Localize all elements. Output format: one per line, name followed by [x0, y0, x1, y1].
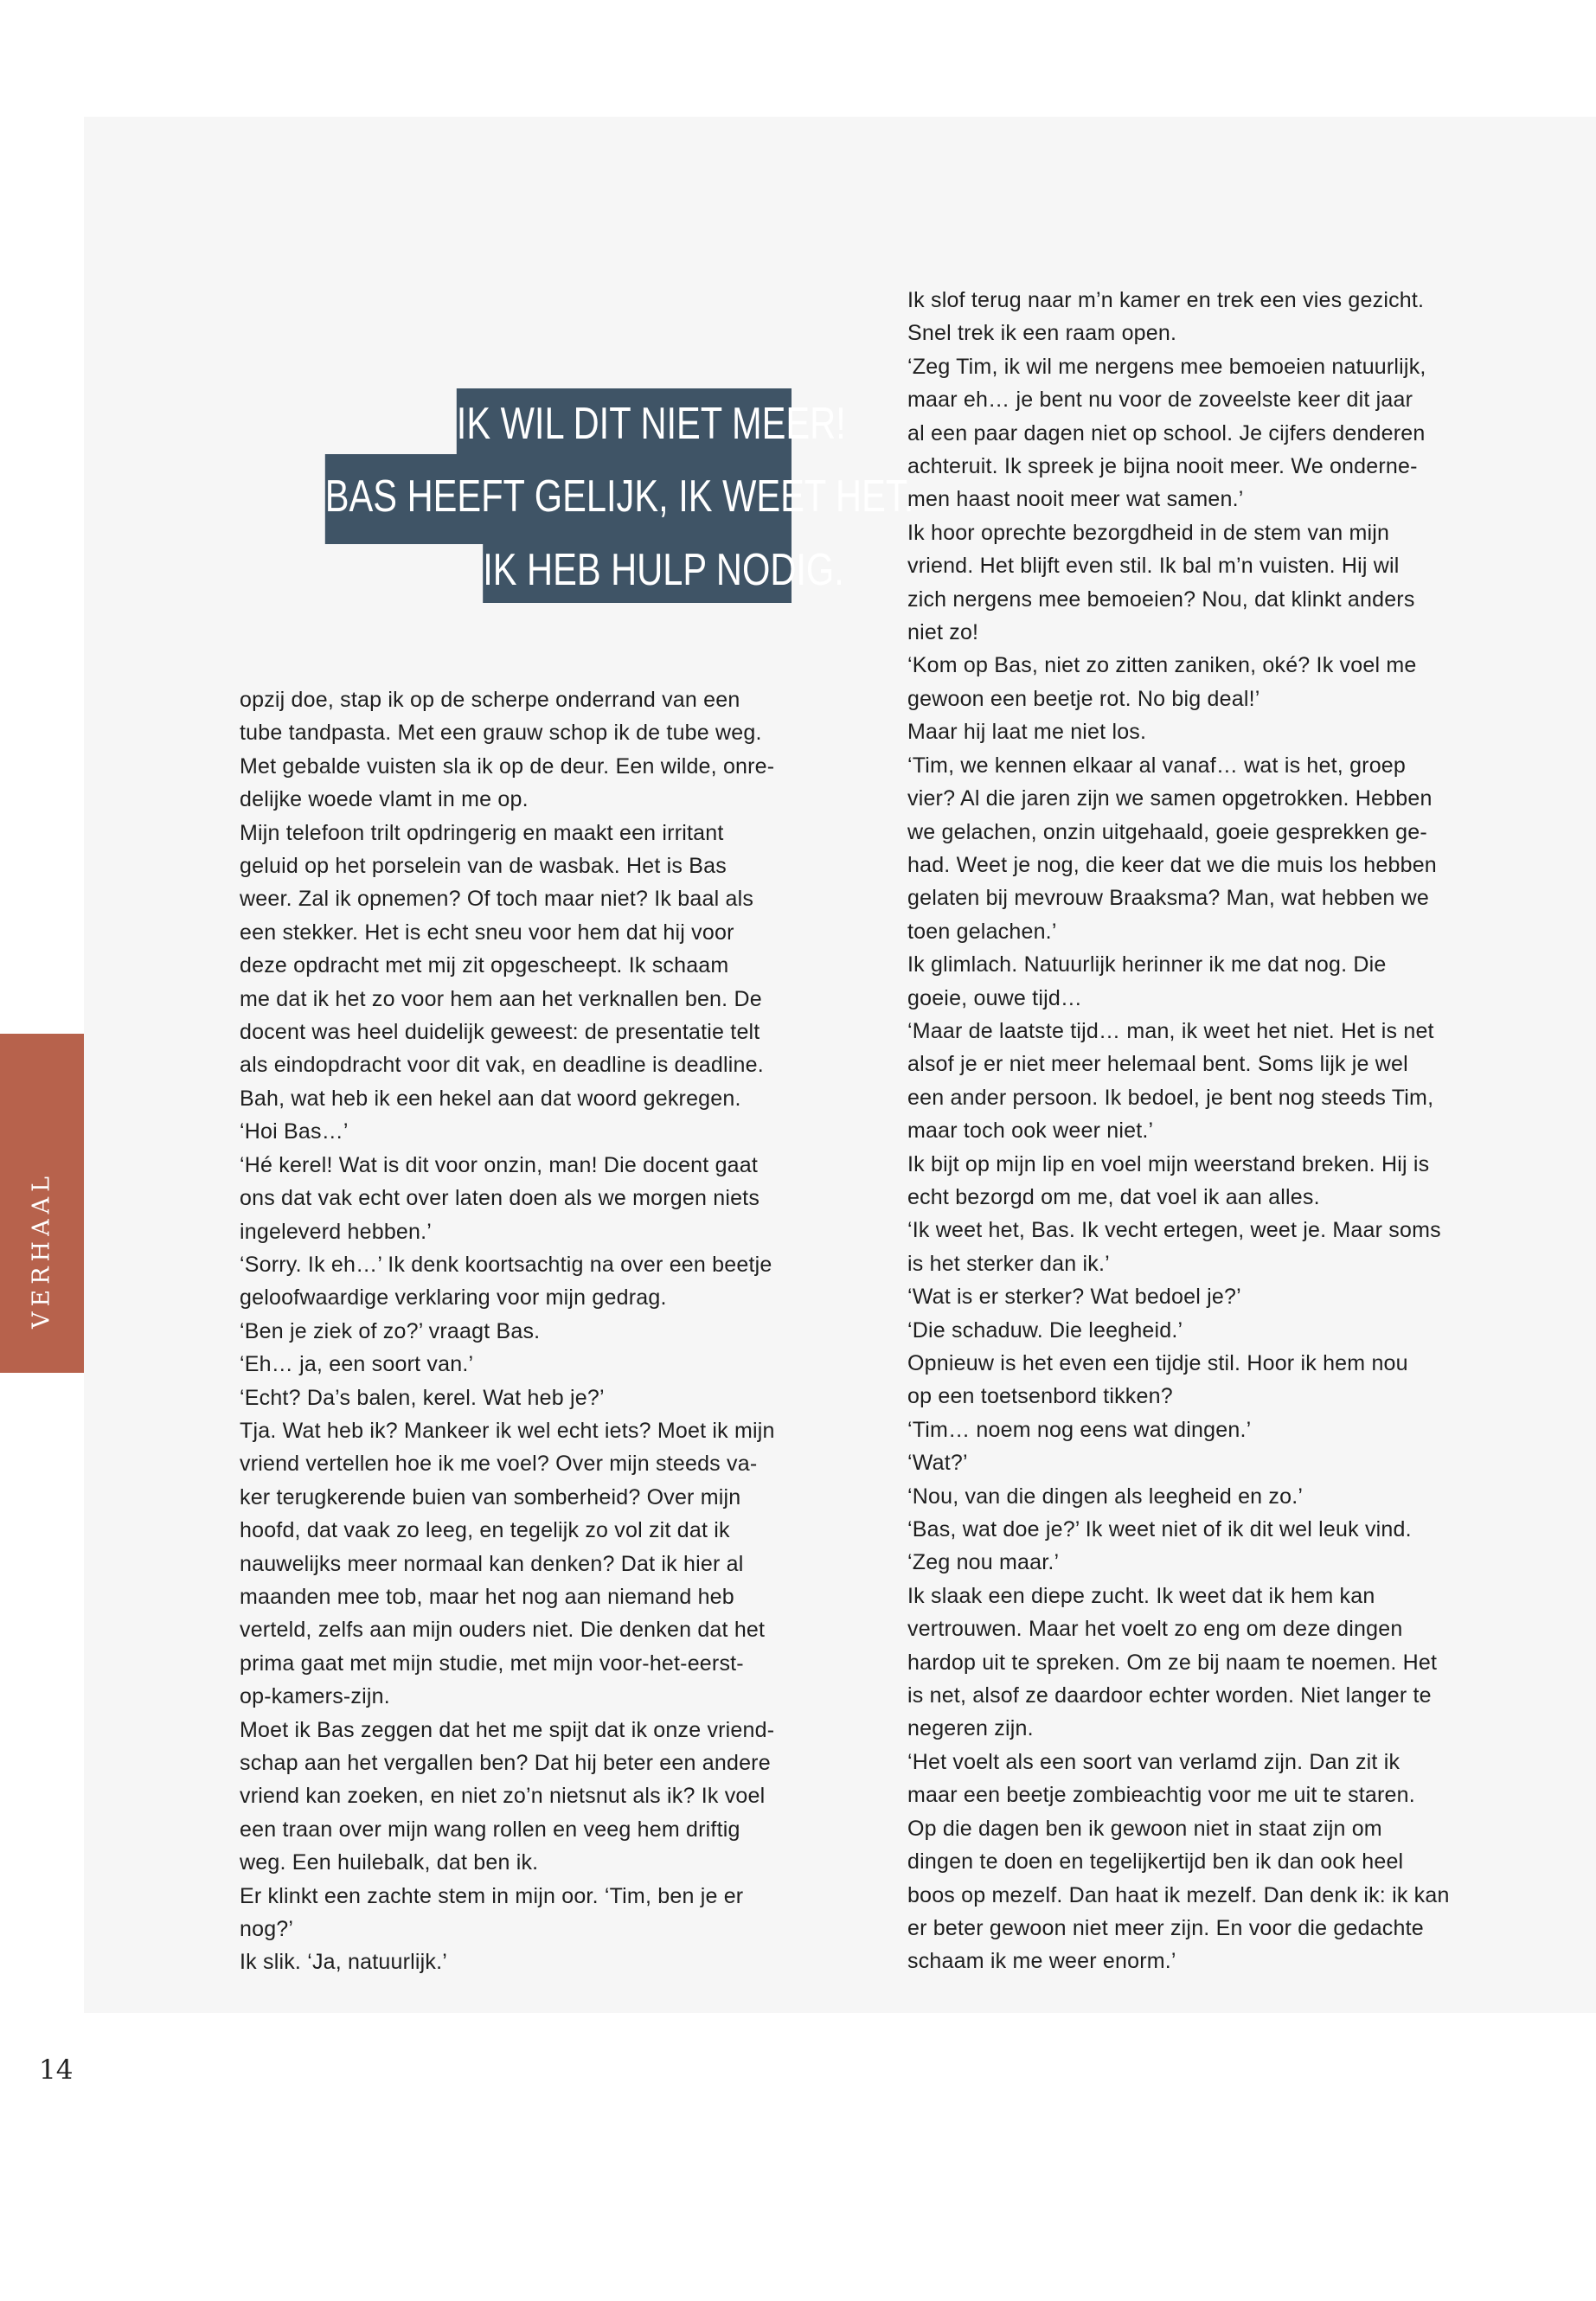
text-line: vriend kan zoeken, en niet zo’n nietsnut als ik? Ik voel	[240, 1784, 766, 1809]
text-line: vriend. Het blijft even stil. Ik bal m’n vuisten. Hij wil	[907, 554, 1400, 579]
text-line: op-kamers-zijn.	[240, 1684, 390, 1709]
section-label: VERHAAL	[28, 1170, 55, 1330]
text-line: vertrouwen. Maar het voelt zo eng om deze dingen	[907, 1617, 1403, 1642]
text-line: geluid op het porselein van de wasbak. Het is Bas	[240, 854, 727, 879]
text-line: er beter gewoon niet meer zijn. En voor die gedachte	[907, 1915, 1424, 1940]
text-line: ‘Zeg nou maar.’	[907, 1550, 1060, 1575]
text-line: ‘Die schaduw. Die leegheid.’	[907, 1317, 1183, 1343]
text-line: verteld, zelfs aan mijn ouders niet. Die denken dat het	[240, 1618, 766, 1643]
text-line: is het sterker dan ik.’	[907, 1251, 1110, 1276]
text-line: op een toetsenbord tikken?	[907, 1384, 1173, 1409]
text-line: maar eh… je bent nu voor de zoveelste keer dit jaar	[907, 388, 1413, 413]
text-line: een traan over mijn wang rollen en veeg hem driftig	[240, 1817, 740, 1842]
pull-quote-line-2: BAS HEEFT GELIJK, IK WEET HET.	[325, 454, 792, 544]
text-line: we gelachen, onzin uitgehaald, goeie gesprekken ge-	[907, 819, 1427, 844]
text-line: Ik slof terug naar m’n kamer en trek een vies gezicht.	[907, 288, 1425, 312]
text-line: weg. Een huilebalk, dat ben ik.	[240, 1850, 539, 1875]
text-line: ‘Eh… ja, een soort van.’	[240, 1352, 474, 1377]
text-line: ‘Hoi Bas…’	[240, 1119, 349, 1144]
text-line: ingeleverd hebben.’	[240, 1219, 433, 1244]
text-line: ker terugkerende buien van somberheid? Over mijn	[240, 1484, 741, 1509]
text-line: maar toch ook weer niet.’	[907, 1118, 1154, 1144]
pull-quote-line-3: IK HEB HULP NODIG.	[483, 542, 792, 603]
text-line: Tja. Wat heb ik? Mankeer ik wel echt iets? Moet ik mijn	[240, 1418, 775, 1443]
text-line: is net, alsof ze daardoor echter worden. Niet langer te	[907, 1683, 1432, 1708]
text-line: Op die dagen ben ik gewoon niet in staat zijn om	[907, 1816, 1382, 1841]
text-line: weer. Zal ik opnemen? Of toch maar niet? Ik baal als	[240, 887, 754, 912]
pull-quote-line-1: IK WIL DIT NIET MEER!	[457, 388, 792, 458]
text-line: Moet ik Bas zeggen dat het me spijt dat ik onze vriend-	[240, 1717, 775, 1742]
text-line: echt bezorgd om me, dat voel ik aan alles.	[907, 1184, 1320, 1209]
text-line: al een paar dagen niet op school. Je cijfers denderen	[907, 420, 1426, 445]
text-line: goeie, ouwe tijd…	[907, 985, 1083, 1010]
text-line: ‘Nou, van die dingen als leegheid en zo.’	[907, 1484, 1304, 1509]
text-line: maanden mee tob, maar het nog aan niemand heb	[240, 1584, 734, 1609]
text-line: deze opdracht met mij zit opgescheept. Ik schaam	[240, 953, 729, 978]
text-line: als eindopdracht voor dit vak, en deadline is deadline.	[240, 1053, 764, 1078]
text-line: nog?’	[240, 1917, 294, 1942]
text-line: nauwelijks meer normaal kan denken? Dat ik hier al	[240, 1551, 744, 1576]
text-line: hoofd, dat vaak zo leeg, en tegelijk zo vol zit dat ik	[240, 1518, 730, 1543]
text-line: ‘Sorry. Ik eh…’ Ik denk koortsachtig na over een beetje	[240, 1252, 772, 1277]
text-line: opzij doe, stap ik op de scherpe onderrand van een	[240, 688, 740, 712]
text-line: Mijn telefoon trilt opdringerig en maakt een irritant	[240, 820, 724, 845]
text-line: schap aan het vergallen ben? Dat hij beter een andere	[240, 1751, 771, 1775]
text-line: ‘Wat?’	[907, 1451, 968, 1476]
text-line: had. Weet je nog, die keer dat we die muis los hebben	[907, 852, 1437, 877]
text-line: hardop uit te spreken. Om ze bij naam te noemen. Het	[907, 1650, 1438, 1675]
text-line: ‘Kom op Bas, niet zo zitten zaniken, oké? Ik voel me	[907, 653, 1417, 678]
text-line: Er klinkt een zachte stem in mijn oor. ‘Tim, ben je er	[240, 1883, 744, 1908]
text-line: ‘Zeg Tim, ik wil me nergens mee bemoeien natuurlijk,	[907, 354, 1426, 379]
text-line: ‘Echt? Da’s balen, kerel. Wat heb je?’	[240, 1385, 605, 1410]
text-line: toen gelachen.’	[907, 919, 1057, 944]
page-number: 14	[39, 2054, 74, 2086]
text-line: ‘Tim, we kennen elkaar al vanaf… wat is het, groep	[907, 753, 1407, 778]
text-line: vriend vertellen hoe ik me voel? Over mijn steeds va-	[240, 1452, 758, 1477]
text-line: schaam ik me weer enorm.’	[907, 1949, 1176, 1974]
text-line: achteruit. Ik spreek je bijna nooit meer. We onderne-	[907, 454, 1418, 479]
text-line: dingen te doen en tegelijkertijd ben ik dan ook heel	[907, 1849, 1404, 1875]
text-line: Ik bijt op mijn lip en voel mijn weerstand breken. Hij is	[907, 1151, 1430, 1176]
text-line: alsof je er niet meer helemaal bent. Soms lijk je wel	[907, 1052, 1408, 1077]
text-line: vier? Al die jaren zijn we samen opgetrokken. Hebben	[907, 786, 1433, 811]
text-line: Maar hij laat me niet los.	[907, 720, 1147, 745]
text-line: maar een beetje zombieachtig voor me uit te staren.	[907, 1783, 1415, 1808]
text-line: Ik glimlach. Natuurlijk herinner ik me dat nog. Die	[907, 952, 1387, 977]
text-line: ‘Ik weet het, Bas. Ik vecht ertegen, weet je. Maar soms	[907, 1218, 1441, 1243]
text-line: gelaten bij mevrouw Braaksma? Man, wat hebben we	[907, 886, 1429, 911]
text-line: ‘Wat is er sterker? Wat bedoel je?’	[907, 1285, 1241, 1310]
text-line: tube tandpasta. Met een grauw schop ik de tube weg.	[240, 721, 762, 746]
text-line: prima gaat met mijn studie, met mijn voor-het-eerst-	[240, 1650, 744, 1676]
text-line: ‘Hé kerel! Wat is dit voor onzin, man! Die docent gaat	[240, 1152, 759, 1177]
text-line: een stekker. Het is echt sneu voor hem dat hij voor	[240, 920, 734, 945]
text-line: geloofwaardige verklaring voor mijn gedrag.	[240, 1285, 667, 1311]
text-line: boos op mezelf. Dan haat ik mezelf. Dan denk ik: ik kan	[907, 1882, 1450, 1907]
text-line: Ik hoor oprechte bezorgdheid in de stem van mijn	[907, 520, 1390, 545]
text-line: ‘Het voelt als een soort van verlamd zijn. Dan zit ik	[907, 1749, 1401, 1774]
text-line: Snel trek ik een raam open.	[907, 321, 1177, 346]
text-line: men haast nooit meer wat samen.’	[907, 487, 1244, 512]
text-line: niet zo!	[907, 620, 979, 645]
text-line: Ik slik. ‘Ja, natuurlijk.’	[240, 1950, 447, 1975]
text-line: negeren zijn.	[907, 1716, 1034, 1741]
text-line: delijke woede vlamt in me op.	[240, 787, 529, 812]
text-line: een ander persoon. Ik bedoel, je bent nog steeds Tim,	[907, 1085, 1434, 1110]
text-line: Met gebalde vuisten sla ik op de deur. Een wilde, onre-	[240, 753, 775, 779]
text-line: Opnieuw is het even een tijdje stil. Hoor ik hem nou	[907, 1351, 1408, 1375]
text-line: zich nergens mee bemoeien? Nou, dat klinkt anders	[907, 586, 1415, 612]
text-line: Ik slaak een diepe zucht. Ik weet dat ik hem kan	[907, 1583, 1375, 1608]
text-line: ‘Tim… noem nog eens wat dingen.’	[907, 1417, 1252, 1442]
text-line: Bah, wat heb ik een hekel aan dat woord gekregen.	[240, 1086, 741, 1111]
story-column-left	[240, 683, 819, 1979]
text-line: ‘Bas, wat doe je?’ Ik weet niet of ik dit wel leuk vind.	[907, 1517, 1412, 1542]
text-line: me dat ik het zo voor hem aan het verknallen ben. De	[240, 986, 762, 1011]
text-line: ‘Maar de laatste tijd… man, ik weet het niet. Het is net	[907, 1018, 1434, 1043]
text-line: gewoon een beetje rot. No big deal!’	[907, 686, 1260, 711]
text-line: docent was heel duidelijk geweest: de presentatie telt	[240, 1020, 760, 1045]
text-line: ‘Ben je ziek of zo?’ vraagt Bas.	[240, 1318, 541, 1343]
text-line: ons dat vak echt over laten doen als we morgen niets	[240, 1186, 760, 1211]
story-column-right	[907, 284, 1487, 1978]
